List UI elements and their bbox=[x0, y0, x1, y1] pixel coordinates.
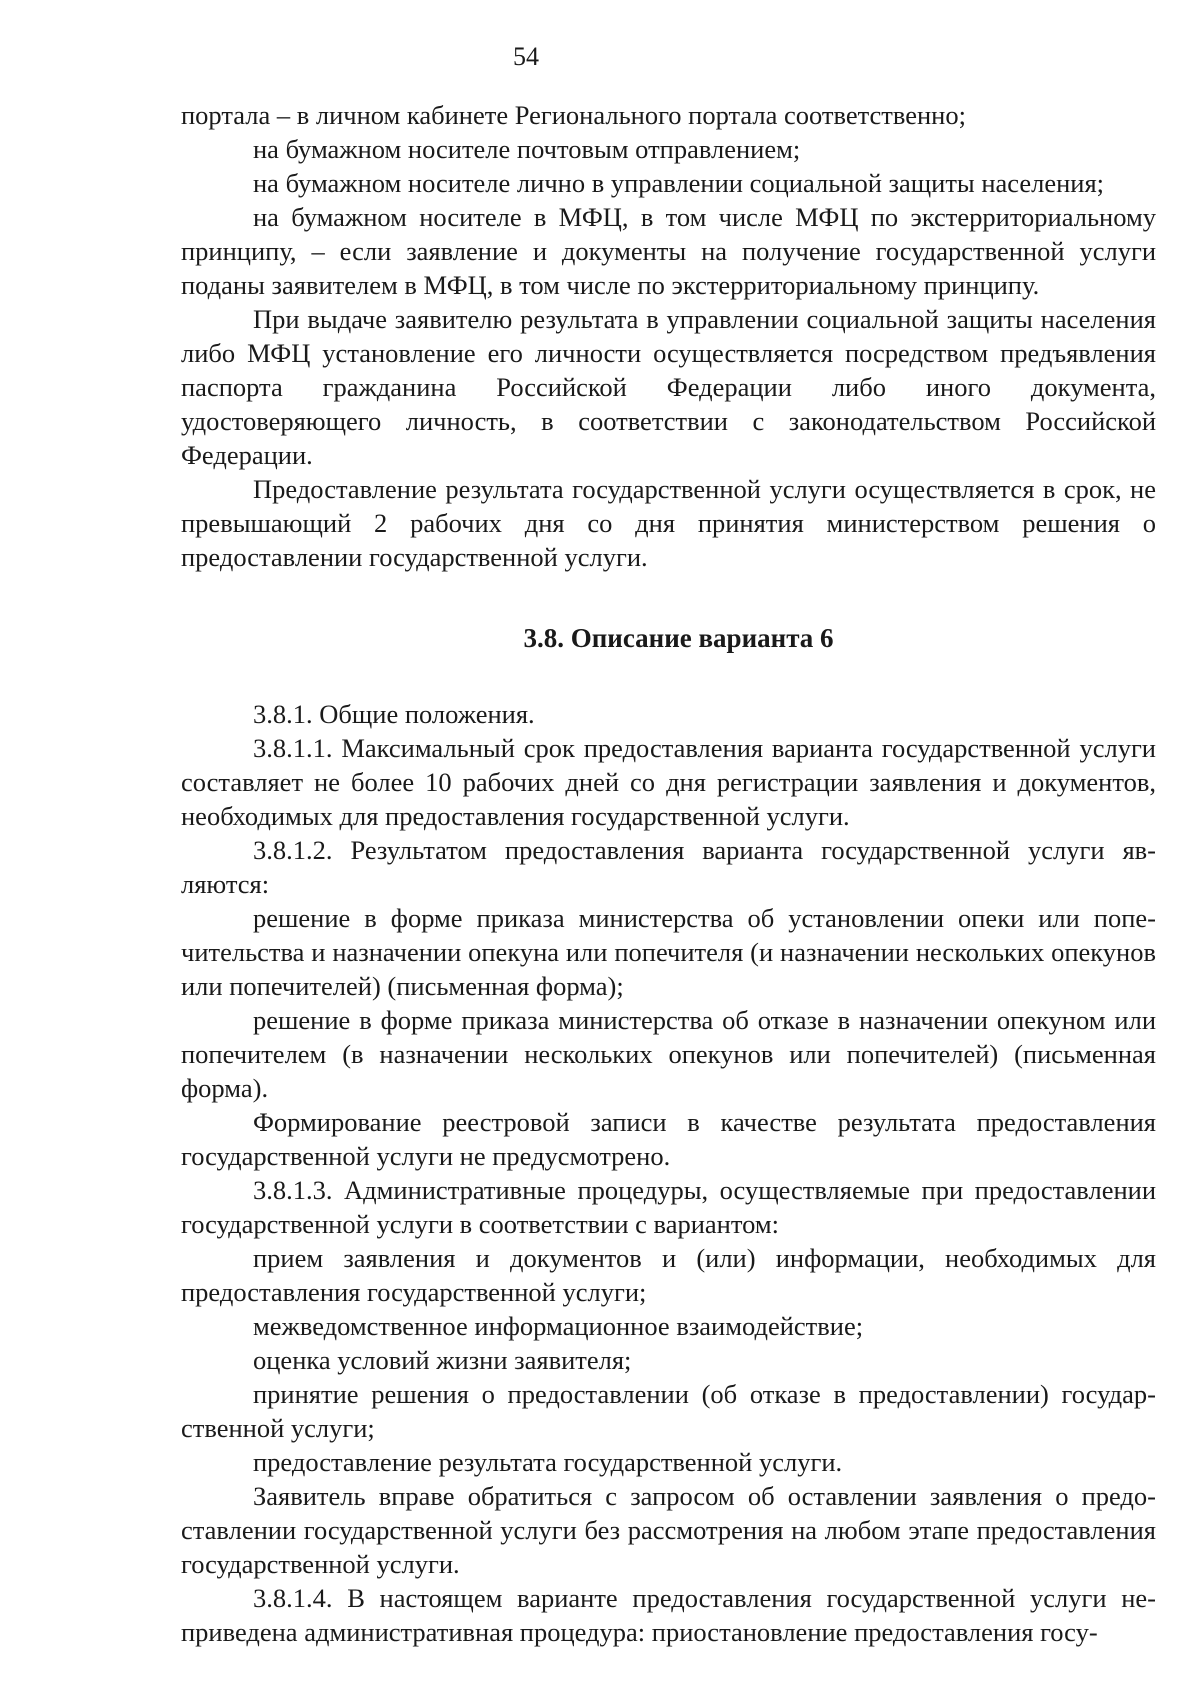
paragraph-registry-record: Формирование реестровой записи в качестве результата предоставления государственной услуги не предусмотрено. bbox=[181, 1107, 1156, 1171]
paragraph-general-provisions: 3.8.1. Общие положения. bbox=[253, 699, 535, 729]
spacer bbox=[181, 655, 1156, 697]
paragraph-max-term: 3.8.1.1. Максимальный срок предоставления варианта государственной услуги составляет не более 10 рабочих дней со дня регистрации заявления и документов, необходимых для предоставления государственной услуги. bbox=[181, 733, 1156, 831]
paragraph-identity-check: При выдаче заявителю результата в управлении социальной защиты населения либо МФЦ установление его личности осуществляется посредством предъявления паспорта гражданина Российской Федерации либо иного документа, удостоверяющего личность, в соответствии с законодательством Российской Федерации. bbox=[181, 304, 1156, 470]
section-heading: 3.8. Описание варианта 6 bbox=[523, 623, 834, 653]
paragraph-withdrawal-request: Заявитель вправе обратиться с запросом об оставлении заявления о предоставлении государственной услуги без рассмотрения на любом этапе предоставления государственной услуги. bbox=[181, 1481, 1156, 1579]
paragraph-decision-refusal: решение в форме приказа министерства об отказе в назначении опекуном или попечителем (в назначении нескольких опекунов или попечителей) (письменная форма). bbox=[181, 1005, 1156, 1103]
paragraph-suspension-note: 3.8.1.4. В настоящем варианте предоставления государственной услуги неприведена административная процедура: приостановление предоставления госу- bbox=[181, 1583, 1156, 1647]
document-body bbox=[181, 98, 1156, 1649]
paragraph-results-intro: 3.8.1.2. Результатом предоставления варианта государственной услуги являются: bbox=[181, 835, 1156, 899]
paragraph-paper-mail: на бумажном носителе почтовым отправлением; bbox=[253, 134, 801, 164]
paragraph-decision-guardianship: решение в форме приказа министерства об установлении опеки или попечительства и назначении опекуна или попечителя (и назначении нескольких опекунов или попечителей) (письменная форма); bbox=[181, 903, 1156, 1001]
list-item-interagency: межведомственное информационное взаимодействие; bbox=[253, 1311, 864, 1341]
paragraph-portal-cabinet: портала – в личном кабинете Регионального портала соответственно; bbox=[181, 100, 966, 130]
list-item-living-conditions: оценка условий жизни заявителя; bbox=[253, 1345, 632, 1375]
page-number: 54 bbox=[513, 42, 539, 71]
list-item-result-delivery: предоставление результата государственной услуги. bbox=[253, 1447, 843, 1477]
list-item-reception: прием заявления и документов и (или) информации, необходимых для предоставления государственной услуги; bbox=[181, 1243, 1156, 1307]
spacer bbox=[181, 574, 1156, 621]
paragraph-admin-procedures: 3.8.1.3. Административные процедуры, осуществляемые при предоставлении государственной услуги в соответствии с вариантом: bbox=[181, 1175, 1156, 1239]
paragraph-paper-in-person: на бумажном носителе лично в управлении социальной защиты населения; bbox=[253, 168, 1105, 198]
paragraph-paper-mfc: на бумажном носителе в МФЦ, в том числе МФЦ по экстерриториальному принципу, – если заявление и документы на получение государственной услуги поданы заявителем в МФЦ, в том числе по экстерриториальному принципу. bbox=[181, 202, 1156, 300]
paragraph-result-deadline: Предоставление результата государственной услуги осуществляется в срок, не превышающий 2 рабочих дня со дня принятия министерством решения о предоставлении государственной услуги. bbox=[181, 474, 1156, 572]
list-item-decision: принятие решения о предоставлении (об отказе в предоставлении) государственной услуги; bbox=[181, 1379, 1156, 1443]
